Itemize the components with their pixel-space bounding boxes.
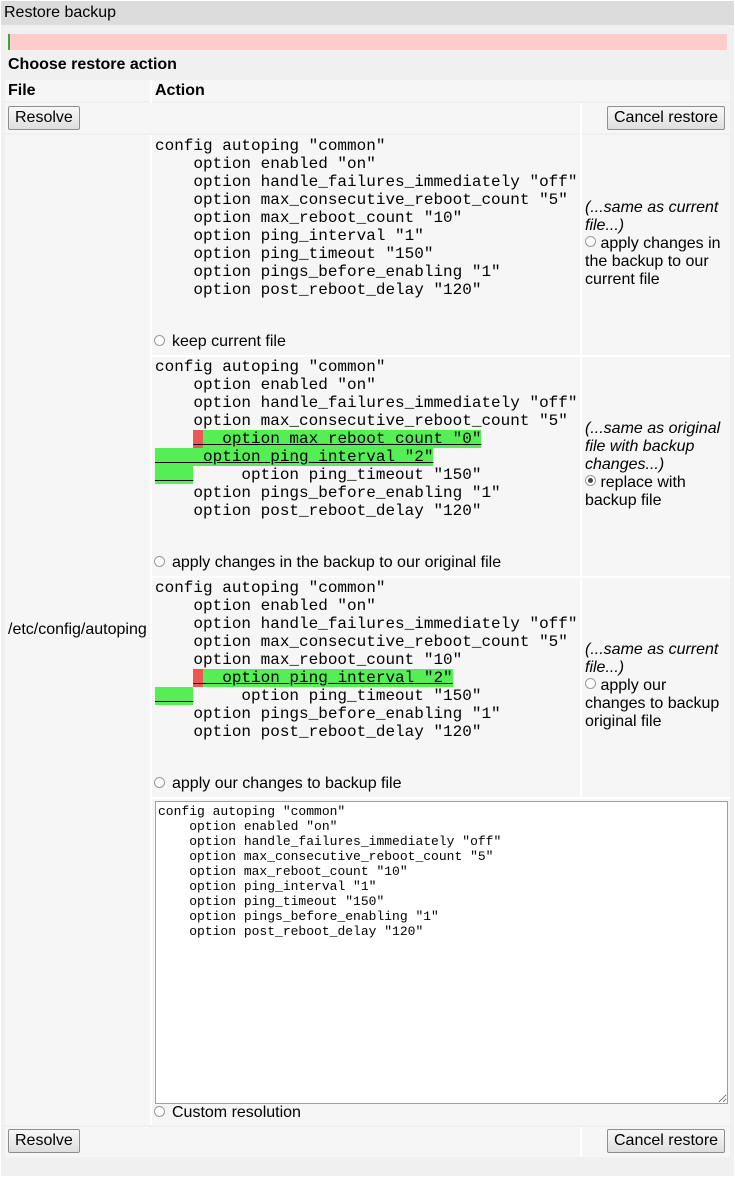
diff-line: option enabled "on": [155, 155, 376, 173]
diff-view-backup: [155, 358, 577, 520]
option-divider: [152, 576, 730, 578]
added-text: option ping_interval "2": [203, 669, 453, 687]
resolve-button-top[interactable]: Resolve: [8, 106, 80, 130]
replace-with-backup-radio[interactable]: [585, 475, 596, 486]
custom-resolution-editor[interactable]: [155, 801, 728, 1104]
diff-line: option handle_failures_immediately "off": [155, 615, 578, 633]
diff-line: option max_consecutive_reboot_count "5": [155, 633, 568, 651]
note-current-text: (...same as current file...): [585, 199, 719, 234]
diff-line: [155, 448, 577, 466]
window-title: Restore backup: [1, 1, 734, 25]
diff-line: option max_reboot_count "10": [155, 651, 463, 669]
apply-backup-changes-radio[interactable]: [585, 236, 596, 247]
diff-line: option handle_failures_immediately "off": [155, 394, 578, 412]
column-header-action: Action: [155, 82, 205, 99]
column-divider: [580, 1127, 582, 1157]
diff-line: option enabled "on": [155, 597, 376, 615]
diff-line: option post_reboot_delay "120": [155, 502, 482, 520]
added-text: option ping_interval "2": [155, 448, 434, 466]
diff-line: config autoping "common": [155, 137, 386, 155]
diff-line: option ping_timeout "150": [155, 245, 434, 263]
keep-current-label: keep current file: [172, 333, 286, 350]
diff-line: config autoping "common": [155, 579, 386, 597]
option-divider: [152, 797, 730, 799]
diff-line: option pings_before_enabling "1": [155, 705, 501, 723]
diff-line: option handle_failures_immediately "off": [155, 173, 578, 191]
replace-with-backup-label: replace with backup file: [585, 474, 686, 509]
diff-line: option ping_interval "1": [155, 227, 424, 245]
diff-view-current: [155, 137, 577, 299]
added-text: option max_reboot_count "0": [203, 430, 482, 448]
table-header-row: [5, 80, 730, 101]
diff-line: option max_consecutive_reboot_count "5": [155, 191, 568, 209]
diff-line: option max_consecutive_reboot_count "5": [155, 412, 568, 430]
diff-line: config autoping "common": [155, 358, 386, 376]
added-marker: [155, 466, 193, 484]
resolve-button-bottom[interactable]: Resolve: [8, 1129, 80, 1153]
column-divider: [150, 135, 152, 1125]
added-marker: [155, 687, 193, 705]
apply-backup-changes-label: apply changes in the backup to our current file: [585, 235, 721, 288]
cancel-restore-button-top[interactable]: Cancel restore: [607, 106, 725, 130]
file-path: /etc/config/autoping: [8, 621, 147, 638]
column-divider: [580, 103, 582, 799]
diff-line: [155, 669, 577, 687]
diff-view-ours: [155, 579, 577, 741]
apply-backup-to-original-radio[interactable]: [154, 556, 165, 567]
column-divider: [150, 80, 152, 103]
note-current: [585, 199, 727, 289]
diff-line: [155, 430, 577, 448]
diff-line: option pings_before_enabling "1": [155, 263, 501, 281]
note-current-2-text: (...same as current file...): [585, 641, 719, 676]
diff-line: option max_reboot_count "10": [155, 209, 463, 227]
apply-backup-to-original-label: apply changes in the backup to our original file: [172, 554, 502, 571]
section-title: Choose restore action: [8, 56, 177, 73]
diff-line: option post_reboot_delay "120": [155, 723, 482, 741]
diff-line: option ping_timeout "150": [155, 687, 577, 705]
column-header-file: File: [8, 82, 36, 99]
note-original: [585, 420, 727, 510]
diff-line: option pings_before_enabling "1": [155, 484, 501, 502]
option-divider: [152, 355, 730, 357]
note-current-2: [585, 641, 727, 731]
progress-bar-fill: [8, 34, 10, 50]
apply-ours-to-backup-label: apply our changes to backup file: [172, 775, 402, 792]
custom-resolution-radio[interactable]: [154, 1106, 165, 1117]
apply-ours-to-backup-radio[interactable]: [154, 777, 165, 788]
diff-line: option post_reboot_delay "120": [155, 281, 482, 299]
diff-line: option ping_timeout "150": [155, 466, 577, 484]
apply-ours-to-backup-original-radio[interactable]: [585, 678, 596, 689]
keep-current-radio[interactable]: [154, 335, 165, 346]
apply-ours-to-backup-original-label: apply our changes to backup original file: [585, 677, 720, 730]
removed-marker: [193, 669, 203, 687]
removed-marker: [193, 430, 203, 448]
restore-backup-dialog: [1, 1, 734, 1176]
custom-resolution-label: Custom resolution: [172, 1104, 301, 1121]
diff-line: option enabled "on": [155, 376, 376, 394]
cancel-restore-button-bottom[interactable]: Cancel restore: [607, 1129, 725, 1153]
progress-bar: [8, 34, 727, 50]
note-original-text: (...same as original file with backup changes...): [585, 420, 721, 473]
